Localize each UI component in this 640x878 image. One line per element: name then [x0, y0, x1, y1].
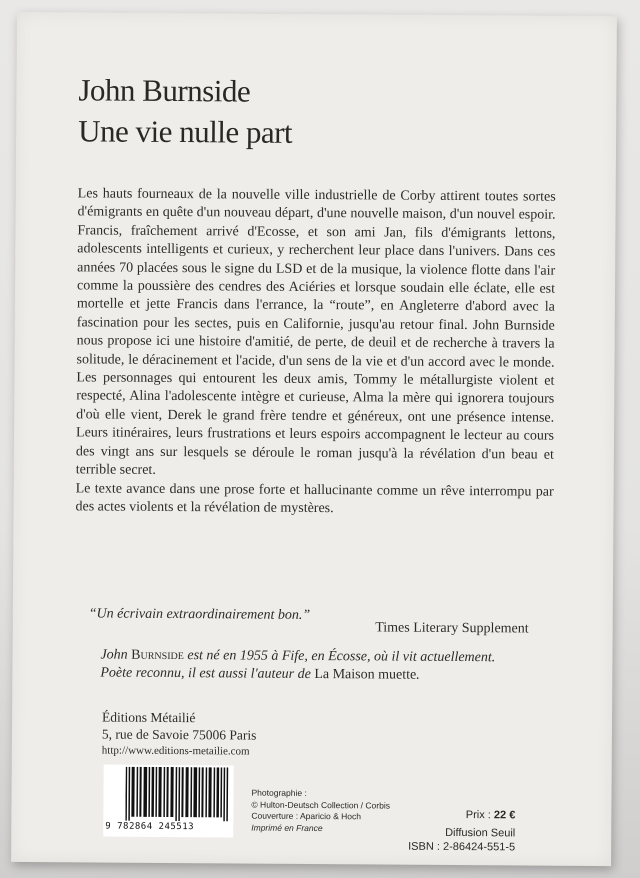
bio-surname: Burnside: [131, 647, 184, 664]
price-line: [408, 808, 515, 823]
bio-other-title: La Maison muette: [314, 667, 417, 684]
credits-line-4: Imprimé en France: [251, 822, 323, 833]
price-block: [408, 808, 515, 855]
quote-source: Times Literary Supplement: [375, 620, 529, 637]
distributor: Diffusion Seuil: [445, 826, 516, 840]
publisher-block: [102, 709, 257, 761]
credits-line-2: © Hulton-Deutsch Collection / Corbis: [251, 799, 391, 811]
bio-part-a: John: [100, 647, 132, 663]
quote-text: “Un écrivain extraordinairement bon.”: [88, 606, 311, 623]
publisher-address: 5, rue de Savoie 75006 Paris: [101, 726, 257, 743]
publisher-name: Éditions Métailié: [102, 709, 196, 726]
bio-part-e: .: [416, 668, 420, 684]
isbn: ISBN : 2-86424-551-5: [408, 840, 516, 854]
author-name: John Burnside: [78, 72, 251, 109]
barcode: [103, 765, 233, 838]
blurb: [75, 185, 555, 520]
barcode-bars-icon: [125, 767, 231, 822]
credits-line-3: Couverture : Aparicio & Hoch: [251, 810, 362, 822]
press-quote: [88, 606, 529, 637]
barcode-digits: 9 782864 245513: [105, 821, 195, 833]
book-back-cover: [11, 12, 617, 866]
blurb-paragraph-2: Le texte avance dans une prose forte et hallucinante comme un rêve interrompu par des actes violents et la révélation de mystères.: [75, 480, 554, 517]
price-value: 22 €: [493, 809, 516, 822]
author-bio: [100, 647, 530, 687]
bio-part-c: est né en 1955 à Fife, en Écosse, où il vit actuellement. Poète reconnu, il est aussi l'auteur de: [100, 648, 496, 683]
cover-credits: [251, 788, 390, 835]
blurb-paragraph-1: Les hauts fourneaux de la nouvelle ville industrielle de Corby attirent toutes sortes d'émigrants en quête d'un nouveau départ, d'une nouvelle maison, d'un nouvel espoir. Francis, fraîchement arrivé d'Ecosse, et son ami Jan, fils d'émigrants lettons, adolescents intelligents et curieux, y recherchent leur place dans l'univers. Dans ces années 70 placées sous le signe du LSD et de la musique, la violence flotte dans l'air comme la poussière des cendres des Aciéries et lorsque soudain elle éclate, elle est mortelle et jette Francis dans l'errance, la “route”, en Angleterre d'abord avec la fascination pour les sectes, puis en Californie, jusqu'au retour final. John Burnside nous propose ici une histoire d'amitié, de perte, de deuil et de recherche à travers la solitude, le déracinement et l'acide, d'un sens de la vie et d'un accord avec le monde. Les personnages qui entourent les deux amis, Tommy le métallurgiste violent et respecté, Alina l'adolescente intègre et curieuse, Alma la mère qui ignorera toujours d'où elle vient, Derek le grand frère tendre et généreux, ont une présence intense. Leurs itinéraires, leurs frustrations et leurs espoirs accompagnent le lecteur au cours des vingt ans sur lesquels se déroule le roman jusqu'à la révélation d'un beau et terrible secret.: [75, 186, 556, 478]
price-label: Prix :: [465, 809, 494, 822]
publisher-url: http://www.editions-metailie.com: [101, 744, 250, 758]
credits-line-1: Photographie :: [251, 787, 307, 798]
book-title: Une vie nulle part: [78, 113, 293, 150]
